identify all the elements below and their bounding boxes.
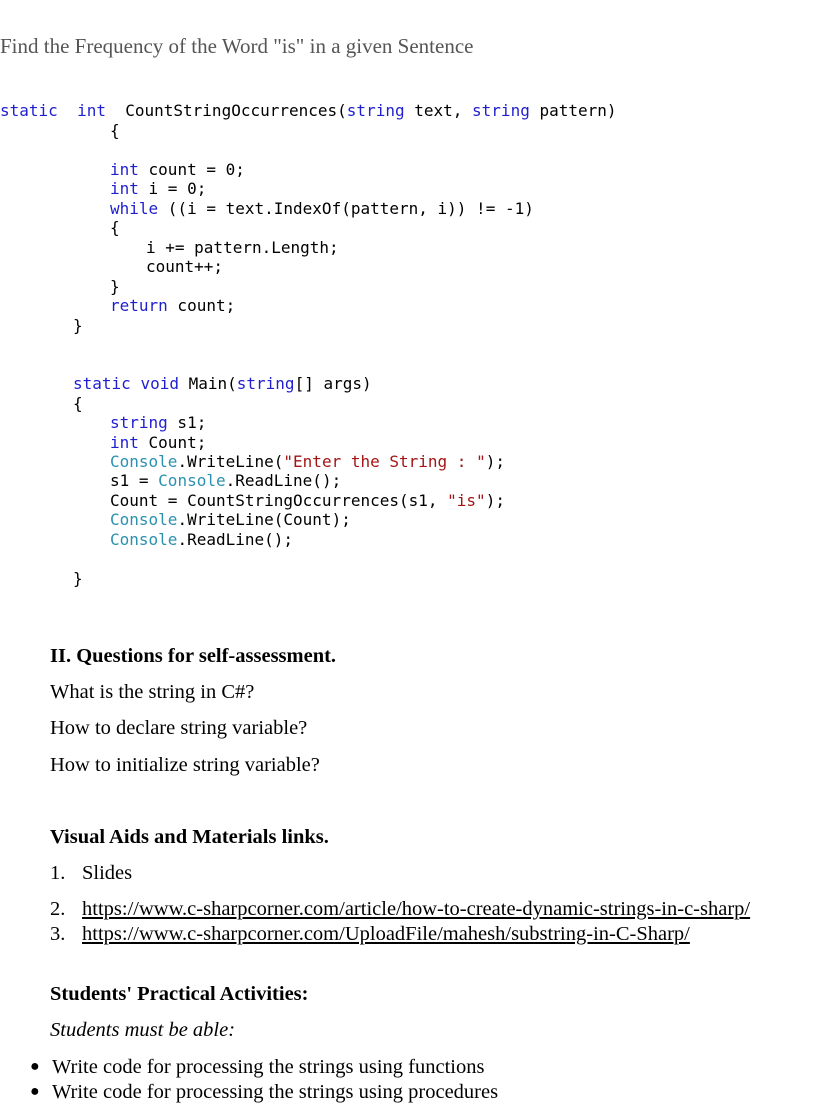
code-line-10: return count; bbox=[110, 296, 236, 315]
activities-heading: Students' Practical Activities: bbox=[50, 983, 309, 1005]
code-line-9: } bbox=[110, 277, 120, 296]
code-line-main-9: Console.ReadLine(); bbox=[110, 530, 294, 549]
activities-subheading: Students must be able: bbox=[50, 1019, 236, 1041]
code-line-11: } bbox=[73, 316, 83, 335]
question-item: What is the string in C#? bbox=[50, 681, 255, 703]
visual-aids-item-slides: 1. Slides bbox=[50, 862, 133, 884]
code-line-main-3: string s1; bbox=[110, 413, 207, 432]
visual-aids-item-link-1[interactable]: 2. https://www.c-sharpcorner.com/article/how-to-create-dynamic-strings-in-c-sharp/ bbox=[50, 898, 751, 920]
activity-item: ● Write code for processing the strings using procedures bbox=[30, 1081, 499, 1103]
question-item: How to initialize string variable? bbox=[50, 754, 320, 776]
code-line-main-7: Count = CountStringOccurrences(s1, "is"); bbox=[110, 491, 505, 510]
bullet-icon: ● bbox=[30, 1083, 40, 1100]
code-line-main-8: Console.WriteLine(Count); bbox=[110, 510, 351, 529]
bullet-icon: ● bbox=[30, 1058, 40, 1075]
code-line-8: count++; bbox=[146, 257, 224, 276]
code-line-main-1: static void Main(string[] args) bbox=[73, 374, 372, 393]
code-line-main-6: s1 = Console.ReadLine(); bbox=[110, 471, 342, 490]
code-line-main-10: } bbox=[73, 569, 83, 588]
link-dynamic-strings[interactable]: https://www.c-sharpcorner.com/article/how-to-create-dynamic-strings-in-c-sharp/ bbox=[82, 898, 751, 920]
code-line-5: while ((i = text.IndexOf(pattern, i)) != -1) bbox=[110, 199, 534, 218]
code-line-main-2: { bbox=[73, 394, 83, 413]
code-line-1: static int CountStringOccurrences(string text, string pattern) bbox=[0, 101, 617, 120]
code-line-main-5: Console.WriteLine("Enter the String : "); bbox=[110, 452, 505, 471]
code-line-7: i += pattern.Length; bbox=[146, 238, 339, 257]
activity-item: ● Write code for processing the strings using functions bbox=[30, 1056, 485, 1078]
page-title: Find the Frequency of the Word "is" in a given Sentence bbox=[0, 34, 474, 58]
code-line-3: int count = 0; bbox=[110, 160, 245, 179]
visual-aids-item-link-2[interactable]: 3. https://www.c-sharpcorner.com/UploadFile/mahesh/substring-in-C-Sharp/ bbox=[50, 923, 690, 945]
visual-aids-heading: Visual Aids and Materials links. bbox=[50, 826, 329, 848]
code-line-2: { bbox=[110, 121, 120, 140]
code-line-6: { bbox=[110, 218, 120, 237]
questions-heading: II. Questions for self-assessment. bbox=[50, 645, 337, 667]
question-item: How to declare string variable? bbox=[50, 717, 308, 739]
link-substring[interactable]: https://www.c-sharpcorner.com/UploadFile/mahesh/substring-in-C-Sharp/ bbox=[82, 923, 690, 945]
code-line-4: int i = 0; bbox=[110, 179, 207, 198]
code-line-main-4: int Count; bbox=[110, 433, 207, 452]
